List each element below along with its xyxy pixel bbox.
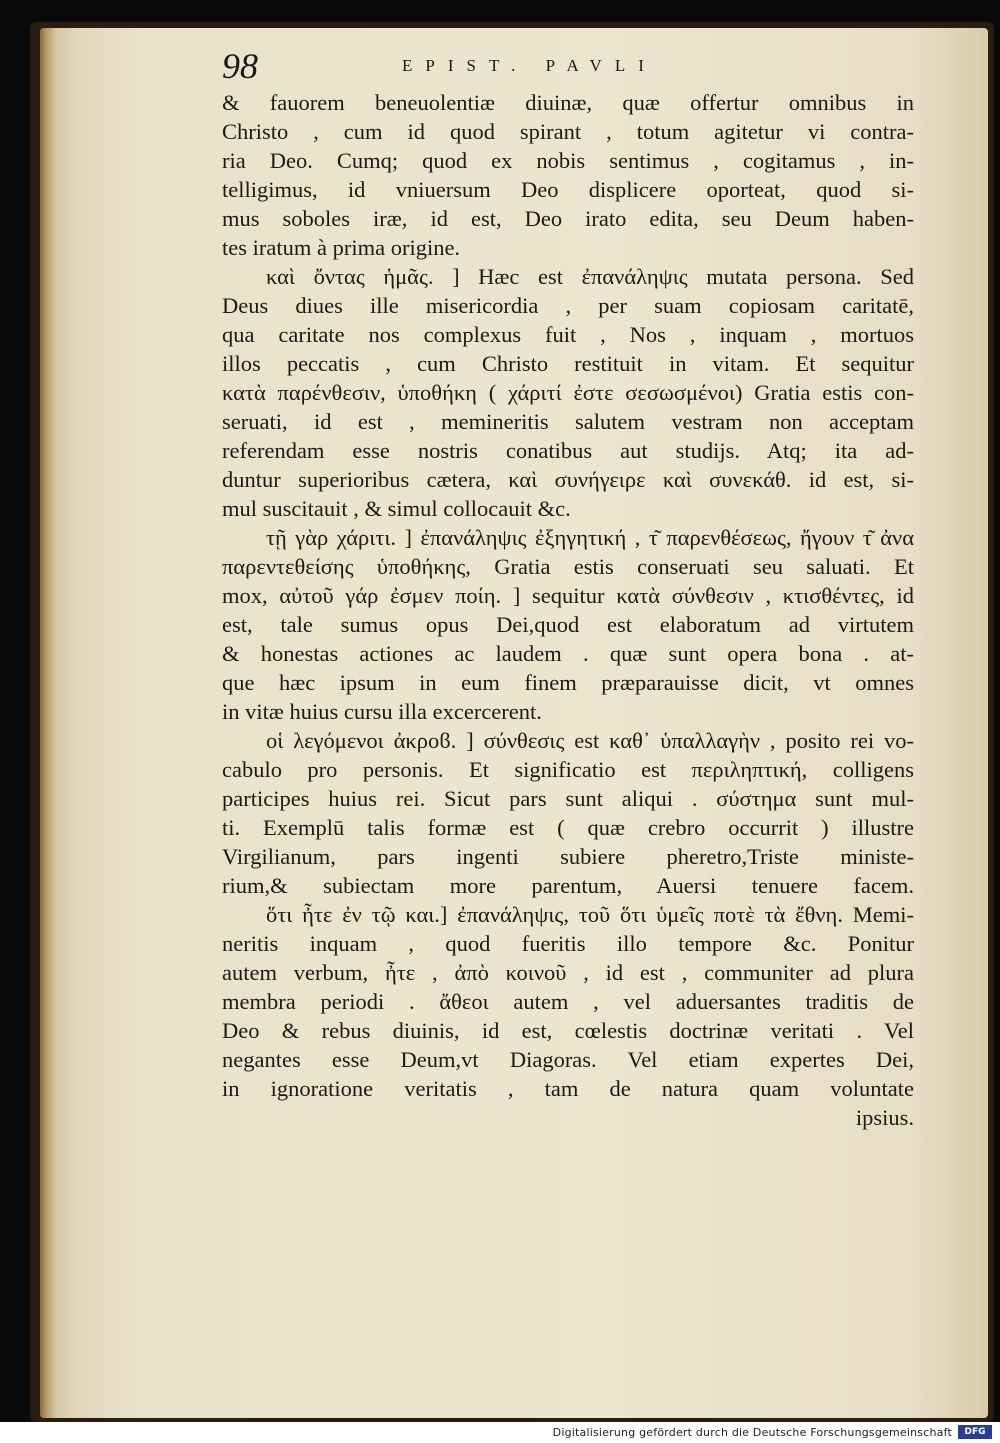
text-line: mus soboles iræ, id est, Deo irato edita, seu Deum haben- — [222, 206, 914, 231]
text-line: & honestas actiones ac laudem . quæ sunt opera bona . at- — [222, 641, 914, 666]
funding-credit: Digitalisierung gefördert durch die Deutsche Forschungsgemeinschaft — [552, 1426, 952, 1439]
text-line: duntur superioribus cætera, καὶ συνήγειρε καὶ συνεκάθ. id est, si- — [222, 467, 914, 492]
text-line: & fauorem beneuolentiæ diuinæ, quæ offertur omnibus in — [222, 90, 914, 115]
text-line: in vitæ huius cursu illa excercerent. — [222, 699, 542, 724]
text-line: ὅτι ἦτε ἐν τῷ και.] ἐπανάληψις, τοῦ ὅτι ὑμεῖς ποτὲ τὰ ἔθνη. Memi- — [266, 902, 914, 927]
text-line: mox, αὐτοῦ γάρ ἐσμεν ποίη. ] sequitur κατὰ σύνθεσιν , κτισθέντες, id — [222, 583, 914, 608]
text-line: illos peccatis , cum Christo restituit in vitam. Et sequitur — [222, 351, 914, 376]
text-line: seruati, id est , memineritis salutem vestram non acceptam — [222, 409, 914, 434]
text-line: mul suscitauit , & simul collocauit &c. — [222, 496, 571, 521]
text-line: cabulo pro personis. Et significatio est περιληπτική, colligens — [222, 757, 914, 782]
text-line: οἱ λεγόμενοι ἀκροϐ. ] σύνθεσις est καθ᾽ ὑπαλλαγὴν , posito rei vo- — [266, 728, 914, 753]
running-title: EPIST. PAVLI — [402, 56, 657, 75]
text-line: ipsius. — [855, 1105, 914, 1130]
text-line: ti. Exemplū talis formæ est ( quæ crebro occurrit ) illustre — [222, 815, 914, 840]
text-line: τῇ γὰρ χάριτι. ] ἐπανάληψις ἐξηγητική , τ͂ παρενθέσεως, ἤγουν τ͂ ἀνα — [266, 525, 914, 550]
text-line: παρεντεθείσης ὑποθήκης, Gratia estis conseruati seu saluati. Et — [222, 554, 914, 579]
text-line: telligimus, id vniuersum Deo displicere oporteat, quod si- — [222, 177, 914, 202]
text-line: neritis inquam , quod fueritis illo tempore &c. Ponitur — [222, 931, 914, 956]
text-line: Deo & rebus diuinis, id est, cœlestis doctrinæ veritati . Vel — [222, 1018, 914, 1043]
text-line: que hæc ipsum in eum finem præparauisse dicit, vt omnes — [222, 670, 914, 695]
text-line: tes iratum à prima origine. — [222, 235, 461, 260]
page-number: 98 — [222, 46, 258, 86]
text-line: negantes esse Deum,vt Diagoras. Vel etiam expertes Dei, — [222, 1047, 914, 1072]
text-line: καὶ ὄντας ἡμᾶς. ] Hæc est ἐπανάληψις mutata persona. Sed — [266, 264, 914, 289]
text-line: κατὰ παρένθεσιν, ὑποθήκη ( χάριτί ἐστε σεσωσμένοι) Gratia estis con- — [222, 380, 914, 405]
body-text — [222, 88, 914, 1132]
text-line: participes huius rei. Sicut pars sunt aliqui . σύστημα sunt mul- — [222, 786, 914, 811]
footer-bar — [0, 1422, 1000, 1443]
text-line: in ignoratione veritatis , tam de natura quam voluntate — [222, 1076, 914, 1101]
text-line: ria Deo. Cumq; quod ex nobis sentimus , cogitamus , in- — [222, 148, 914, 173]
text-line: rium,& subiectam more parentum, Auersi tenuere facem. — [222, 873, 914, 898]
text-line: membra periodi . ἄθεοι autem , vel aduersantes traditis de — [222, 989, 914, 1014]
text-line: Deus diues ille misericordia , per suam copiosam caritatē, — [222, 293, 914, 318]
text-line: Christo , cum id quod spirant , totum agitetur vi contra- — [222, 119, 914, 144]
text-line: Virgilianum, pars ingenti subiere pheretro,Triste ministe- — [222, 844, 914, 869]
text-line: est, tale sumus opus Dei,quod est elaboratum ad virtutem — [222, 612, 914, 637]
page-header — [222, 46, 762, 86]
text-line: referendam esse nostris conatibus aut studijs. Atq; ita ad- — [222, 438, 914, 463]
dfg-logo: DFG — [958, 1425, 992, 1439]
text-line: autem verbum, ἦτε , ἀπὸ κοινοῦ , id est , communiter ad plura — [222, 960, 914, 985]
text-line: qua caritate nos complexus fuit , Nos , inquam , mortuos — [222, 322, 914, 347]
